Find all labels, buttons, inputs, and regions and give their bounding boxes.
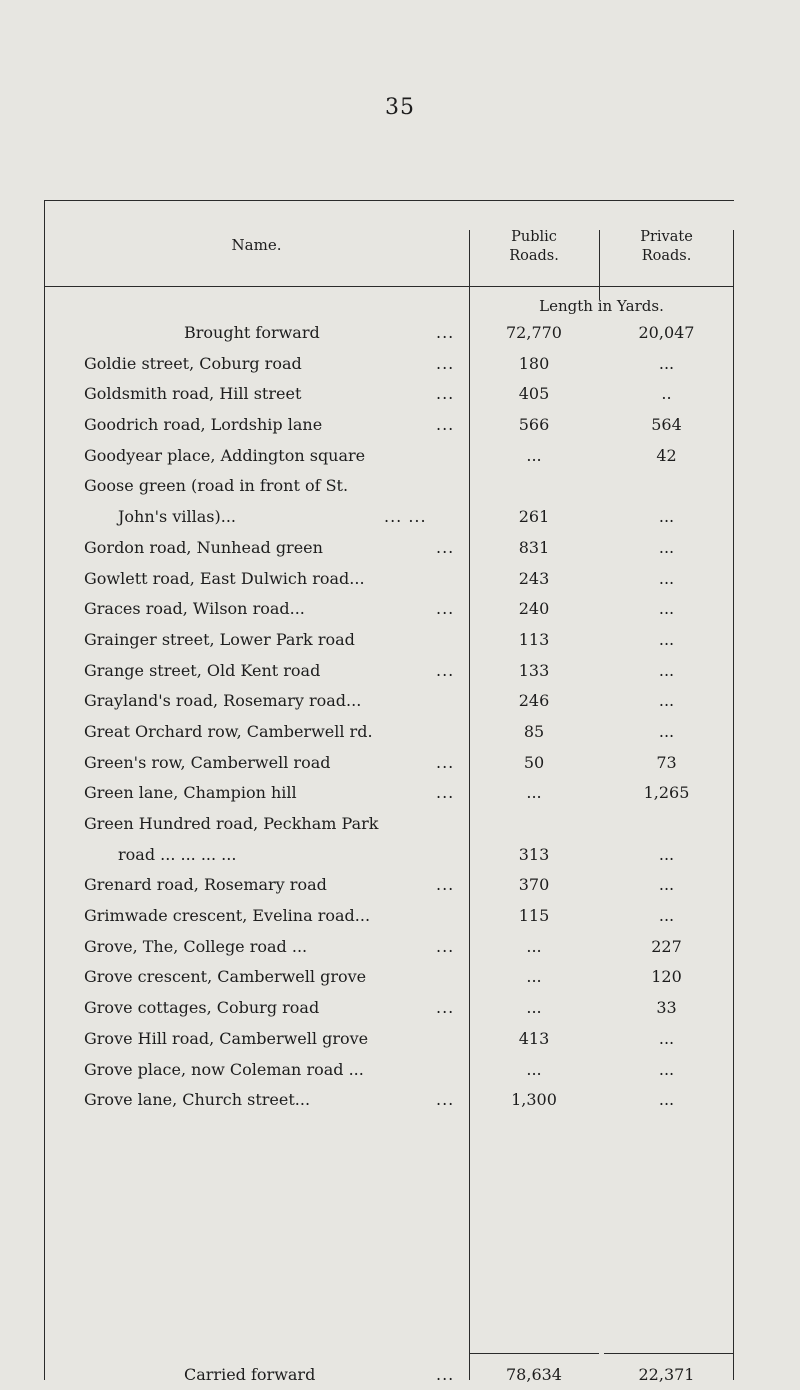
table-row — [44, 717, 734, 748]
private-roads-value: .. — [661, 384, 672, 404]
road-name: Great Orchard row, Camberwell rd. — [84, 721, 373, 741]
road-name-cell — [84, 932, 469, 963]
table-row — [44, 870, 734, 901]
private-roads-value: ... — [658, 568, 675, 588]
road-name: Gordon road, Nunhead green — [84, 537, 323, 557]
road-name-cell — [84, 717, 469, 748]
leader-dots: ... — [436, 353, 455, 373]
public-roads-value: ... — [526, 1059, 542, 1079]
private-roads-value: ... — [658, 721, 675, 741]
public-roads-value: 261 — [518, 507, 550, 527]
table-row — [44, 441, 734, 472]
public-roads-value: 50 — [523, 752, 545, 772]
table-row — [44, 778, 734, 809]
public-roads-value: ... — [526, 936, 542, 956]
road-name-cell — [84, 993, 469, 1024]
road-name-cell — [84, 410, 469, 441]
road-name-cell — [84, 471, 469, 532]
road-name: Goose green (road in front of St. — [84, 476, 349, 496]
leader-dots: ... — [436, 537, 455, 557]
table-row — [44, 1055, 734, 1086]
road-name: Grimwade crescent, Evelina road... — [84, 906, 371, 926]
table-row — [44, 564, 734, 595]
road-name-cell — [84, 962, 469, 993]
carried-forward-row — [44, 1360, 734, 1390]
road-name: Grove Hill road, Camberwell grove — [84, 1028, 369, 1048]
road-name: Grove lane, Church street... — [84, 1090, 311, 1110]
public-roads-value: 413 — [518, 1028, 550, 1048]
leader-dots: ... — [436, 783, 455, 803]
public-roads-value: 566 — [518, 415, 550, 435]
private-roads-value: ... — [658, 906, 675, 926]
leader-dots: ... — [436, 875, 455, 895]
table-row — [44, 410, 734, 441]
public-roads-value: ... — [526, 998, 542, 1018]
road-name-cell — [84, 809, 469, 870]
table-row — [44, 748, 734, 779]
road-name-cell — [84, 778, 469, 809]
public-roads-value: 246 — [518, 691, 550, 711]
leader-dots: ... — [436, 1365, 455, 1384]
private-roads-value: ... — [658, 691, 675, 711]
road-name: Grange street, Old Kent road — [84, 660, 321, 680]
public-roads-value: 113 — [518, 629, 550, 649]
leader-dots: ... — [436, 599, 455, 619]
leader-dots: ... — [436, 660, 455, 680]
header-private-line1: Private — [640, 229, 693, 245]
private-roads-value: 1,265 — [643, 783, 690, 803]
table-row — [44, 594, 734, 625]
private-roads-value: 564 — [651, 415, 682, 435]
road-name: Green lane, Champion hill — [84, 783, 297, 803]
private-roads-value: ... — [658, 1090, 675, 1110]
brought-forward-public: 72,770 — [506, 323, 562, 342]
public-roads-value: 133 — [518, 660, 550, 680]
leader-dots: ... — [436, 752, 455, 772]
road-name: Grove cottages, Coburg road — [84, 998, 320, 1018]
road-name-cell — [84, 1055, 469, 1086]
table-top-rule — [44, 200, 734, 201]
public-roads-value: 405 — [518, 384, 550, 404]
table-row — [44, 379, 734, 410]
road-name: Grayland's road, Rosemary road... — [84, 691, 362, 711]
private-roads-value: ... — [658, 629, 675, 649]
table-row — [44, 625, 734, 656]
header-private-roads — [599, 228, 734, 266]
private-roads-value: ... — [658, 1059, 675, 1079]
road-name-cell — [84, 379, 469, 410]
leader-dots: ... — [436, 384, 455, 404]
table-row — [44, 349, 734, 380]
table-row — [44, 1085, 734, 1116]
public-roads-value: 831 — [518, 537, 550, 557]
road-name-cell — [84, 1024, 469, 1055]
road-name: Grainger street, Lower Park road — [84, 629, 355, 649]
road-name: Goodrich road, Lordship lane — [84, 415, 323, 435]
header-public-roads — [469, 228, 599, 266]
page-number: 35 — [385, 95, 415, 120]
table-row — [44, 932, 734, 963]
road-name: Graces road, Wilson road... — [84, 599, 305, 619]
private-roads-value: 120 — [651, 967, 682, 987]
header-public-line1: Public — [511, 229, 557, 245]
road-name: Green Hundred road, Peckham Park — [84, 814, 379, 834]
road-name: Grove place, now Coleman road ... — [84, 1059, 364, 1079]
road-name: Grenard road, Rosemary road — [84, 875, 327, 895]
header-rule — [44, 286, 734, 287]
private-roads-value: ... — [658, 507, 675, 527]
leader-dots: ... — [436, 1090, 455, 1110]
road-name: Green's row, Camberwell road — [84, 752, 331, 772]
table-body — [44, 318, 734, 1116]
road-name: Grove, The, College road ... — [84, 936, 308, 956]
private-roads-value: ... — [658, 845, 675, 865]
header-name: Name. — [231, 236, 282, 254]
road-name-cell — [84, 656, 469, 687]
sum-rule-private — [604, 1353, 734, 1354]
private-roads-value: ... — [658, 1028, 675, 1048]
road-name-cell — [84, 349, 469, 380]
public-roads-value: 370 — [518, 875, 550, 895]
private-roads-value: ... — [658, 599, 675, 619]
private-roads-value: 227 — [651, 936, 682, 956]
road-name-cell — [84, 625, 469, 656]
private-roads-value: ... — [658, 660, 675, 680]
brought-forward-private: 20,047 — [638, 323, 695, 342]
public-roads-value: ... — [526, 445, 542, 465]
road-name-continued: John's villas)... — [118, 507, 236, 527]
private-roads-value: 42 — [656, 445, 677, 465]
road-name: Gowlett road, East Dulwich road... — [84, 568, 365, 588]
road-name-cell — [84, 1085, 469, 1116]
leader-dots: ... ... — [384, 507, 427, 527]
road-name: Goldie street, Coburg road — [84, 353, 302, 373]
road-name-cell — [84, 533, 469, 564]
public-roads-value: 180 — [518, 353, 550, 373]
public-roads-value: 115 — [518, 906, 550, 926]
carried-forward-private: 22,371 — [638, 1365, 695, 1384]
table-row — [44, 686, 734, 717]
sum-rule-public — [469, 1353, 599, 1354]
leader-dots: ... — [436, 936, 455, 956]
header-private-line2: Roads. — [641, 248, 692, 264]
brought-forward-row — [44, 318, 734, 349]
public-roads-value: 243 — [518, 568, 550, 588]
private-roads-value: ... — [658, 353, 675, 373]
road-name-cell — [84, 441, 469, 472]
road-name-cell — [84, 870, 469, 901]
table-row — [44, 962, 734, 993]
table-row — [44, 656, 734, 687]
public-roads-value: 313 — [518, 845, 550, 865]
road-name: Goldsmith road, Hill street — [84, 384, 302, 404]
road-name-cell — [84, 564, 469, 595]
brought-forward-label: Brought forward — [184, 323, 320, 342]
table-row — [44, 901, 734, 932]
public-roads-value: 1,300 — [511, 1090, 557, 1110]
header-public-line2: Roads. — [509, 248, 559, 264]
leader-dots: ... — [436, 415, 455, 435]
table-row — [44, 471, 734, 532]
public-roads-value: ... — [526, 783, 542, 803]
road-name-continued: road ... ... ... ... — [118, 845, 237, 865]
road-name-cell — [84, 901, 469, 932]
table-row — [44, 1024, 734, 1055]
private-roads-value: 33 — [656, 998, 677, 1018]
table-row — [44, 993, 734, 1024]
road-rows — [44, 349, 734, 1116]
carried-forward-label: Carried forward — [184, 1365, 316, 1384]
table-row — [44, 533, 734, 564]
public-roads-value: 240 — [518, 599, 550, 619]
units-label: Length in Yards. — [539, 297, 664, 315]
private-roads-value: ... — [658, 875, 675, 895]
road-name-cell — [84, 686, 469, 717]
carried-forward-public: 78,634 — [506, 1365, 562, 1384]
road-name-cell — [84, 748, 469, 779]
road-name-cell — [84, 594, 469, 625]
private-roads-value: ... — [658, 537, 675, 557]
leader-dots: ... — [436, 998, 455, 1018]
road-name: Grove crescent, Camberwell grove — [84, 967, 367, 987]
road-name: Goodyear place, Addington square — [84, 445, 366, 465]
leader-dots: ... — [436, 323, 455, 342]
public-roads-value: 85 — [523, 721, 545, 741]
public-roads-value: ... — [526, 967, 542, 987]
table-row — [44, 809, 734, 870]
private-roads-value: 73 — [656, 752, 677, 772]
